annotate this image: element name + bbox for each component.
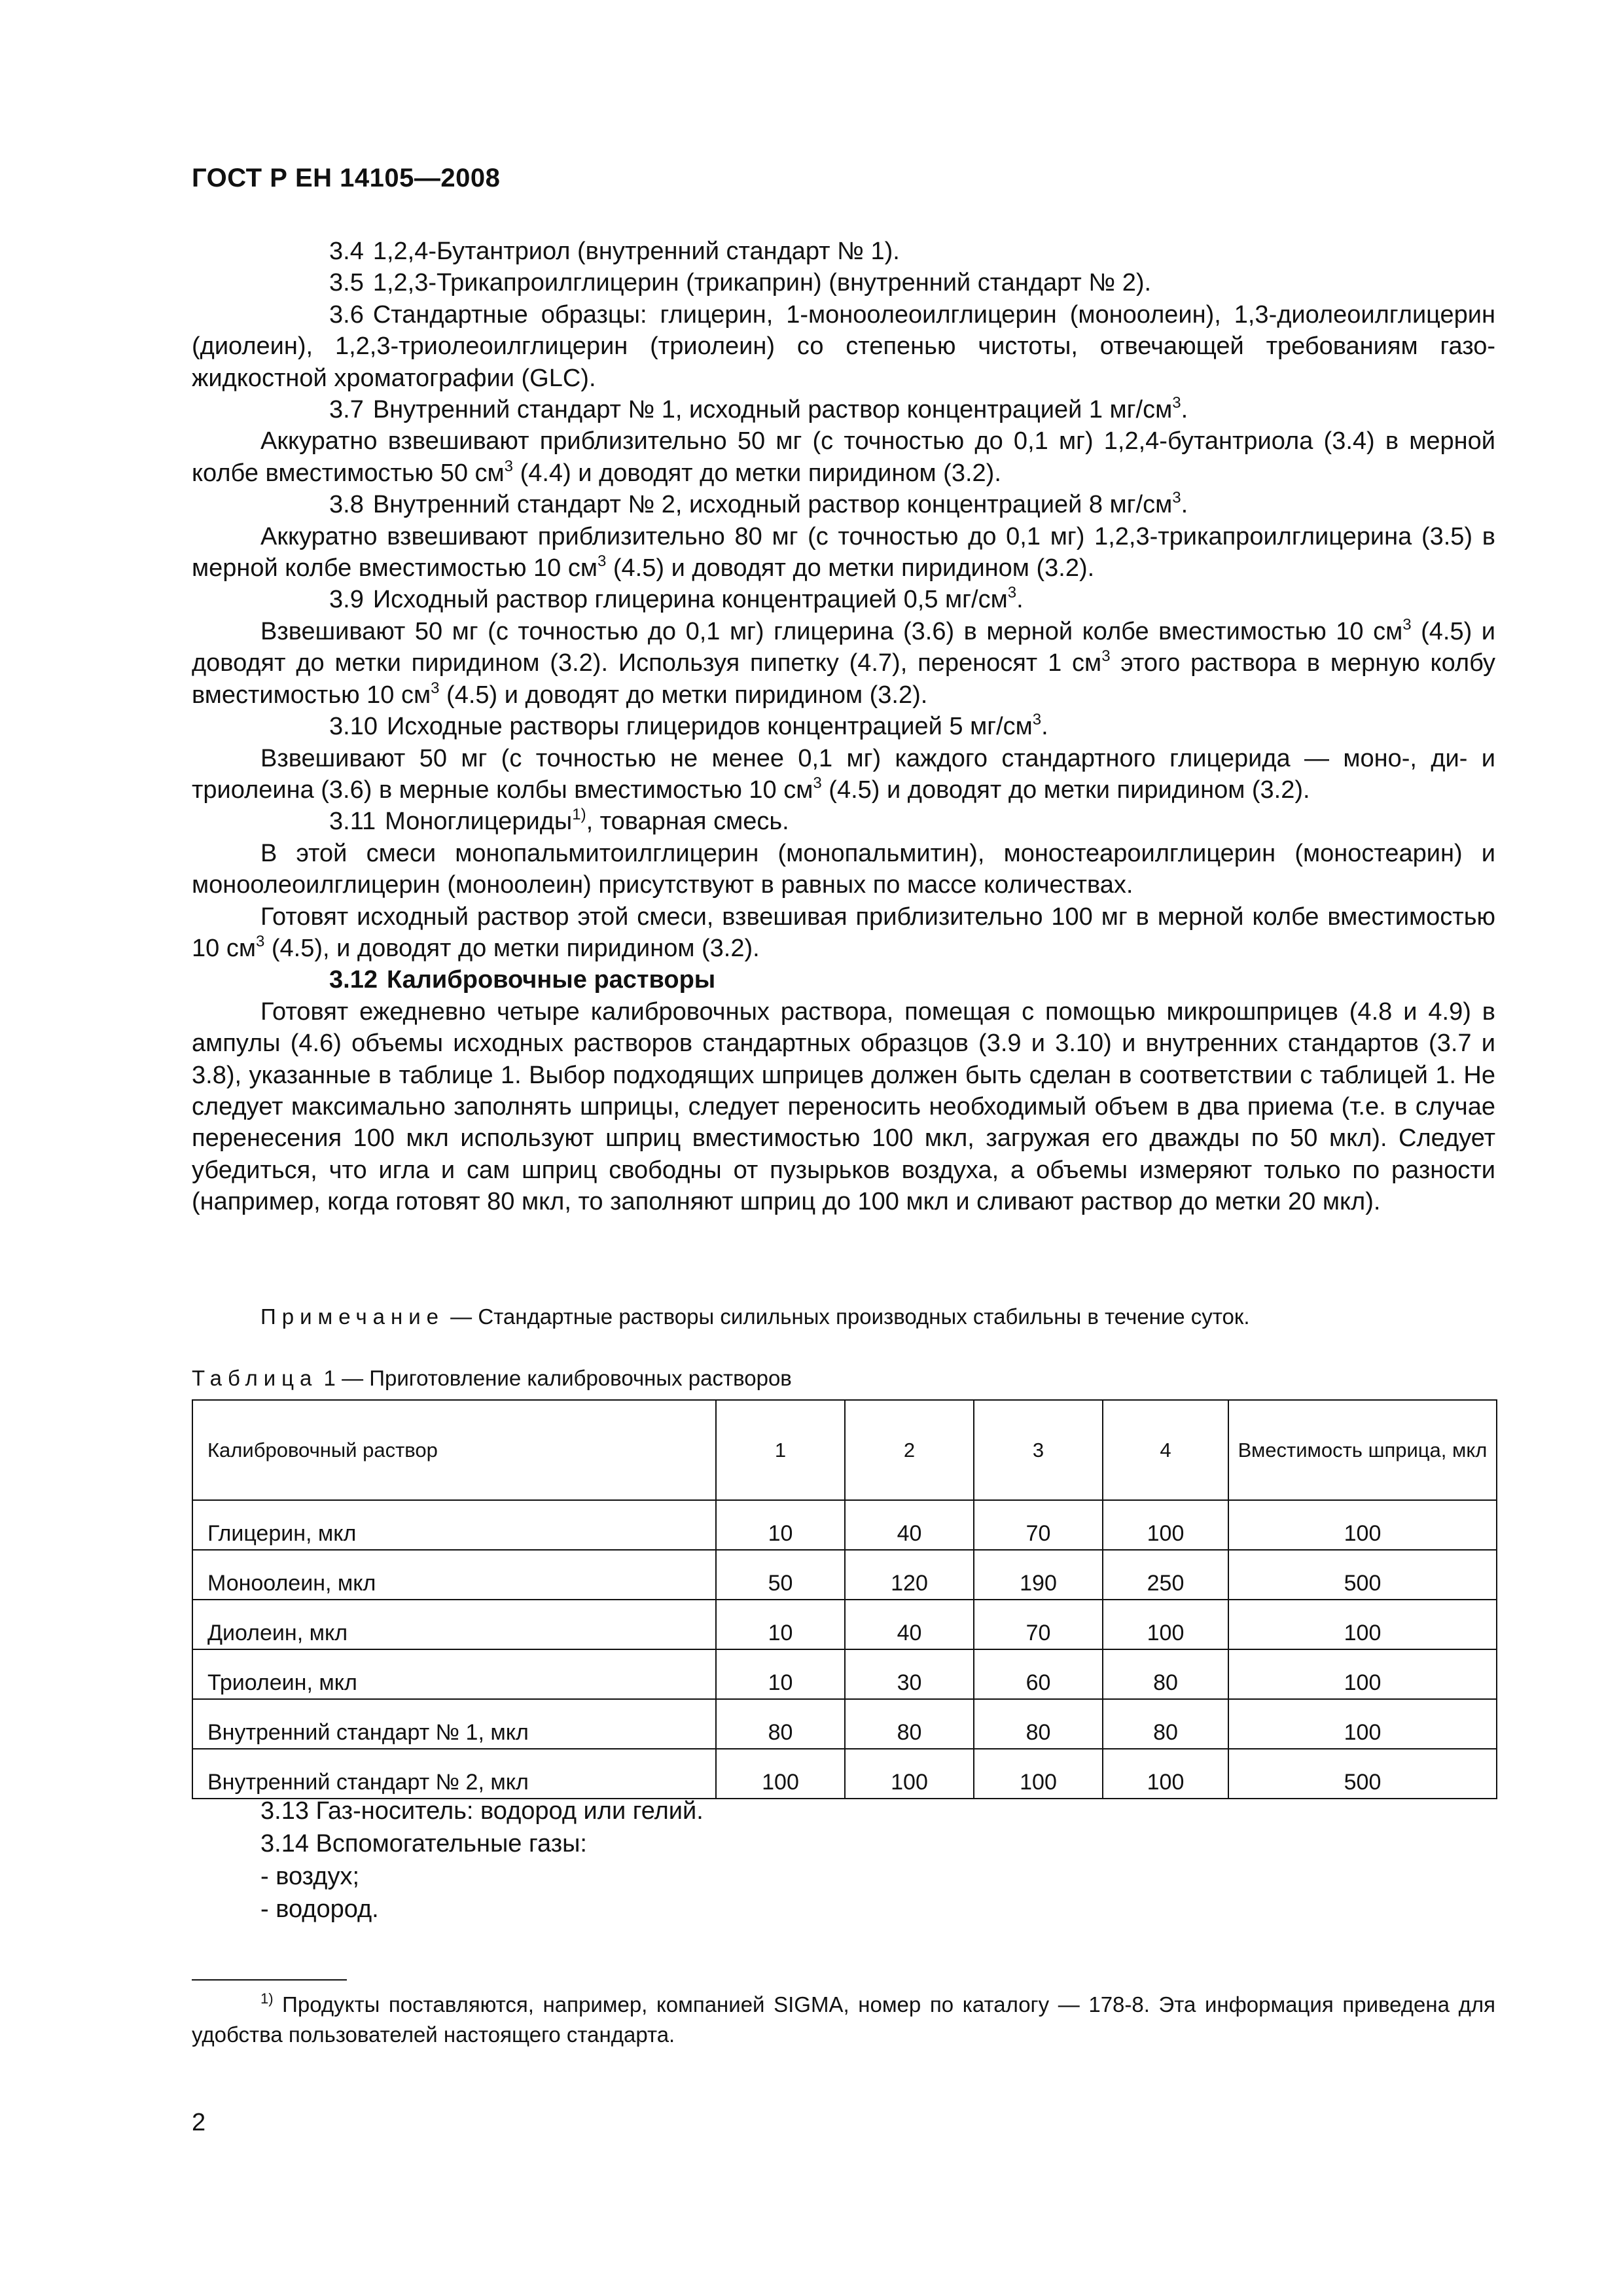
header-cell: 2 (845, 1400, 974, 1500)
table-row (192, 1550, 1497, 1600)
table-row (192, 1699, 1497, 1749)
header-cell: 4 (1103, 1400, 1228, 1500)
table-cell: 100 (1103, 1749, 1228, 1799)
table-cell: 10 (716, 1500, 845, 1550)
footnote (192, 1990, 1495, 2050)
footnote-mark: 1) (260, 1990, 274, 2007)
section-3-6: 3.6 Стандартные образцы: глицерин, 1-моноолеоилглицерин (моноолеин), 1,3-диолеоилглицерин (диолеин), 1,2,3-триолеоилглицерин (триолеин) со степенью чистоты, отвечающей требованиям газожидкостной хроматографии (GLC). (192, 300, 1495, 392)
table-cell: Глицерин, мкл (192, 1500, 716, 1550)
table-cell: 30 (845, 1649, 974, 1699)
footnote-text: Продукты поставляются, например, компанией SIGMA, номер по каталогу — 178-8. Эта информация приведена для удобства пользователей настоящего стандарта. (192, 1992, 1495, 2047)
table-row (192, 1500, 1497, 1550)
table-header-row (192, 1400, 1497, 1500)
table-row (192, 1600, 1497, 1649)
table-cell: 100 (1228, 1500, 1497, 1550)
header-cell: Калибровочный раствор (192, 1400, 716, 1500)
table-cell: 100 (1228, 1699, 1497, 1749)
table-cell: 10 (716, 1649, 845, 1699)
table-cell: 100 (1103, 1600, 1228, 1649)
note (260, 1302, 1504, 1331)
footnote-divider (192, 1979, 347, 1981)
table-cell: Внутренний стандарт № 2, мкл (192, 1749, 716, 1799)
table-cell: 70 (974, 1600, 1103, 1649)
section-3-4: 3.4 1,2,4-Бутантриол (внутренний стандарт № 1). (329, 238, 900, 265)
table-caption-label: Таблица (192, 1366, 318, 1390)
table-caption (192, 1364, 1435, 1393)
table-row (192, 1749, 1497, 1799)
section-3-10: 3.10 Исходные растворы глицеридов концентрацией 5 $мг/см^3$. (329, 711, 1048, 741)
table-cell: 100 (1228, 1600, 1497, 1649)
section-3-7: 3.7 Внутренний стандарт № 1, исходный раствор концентрацией 1 $мг/см^3$. (329, 394, 1188, 424)
table-cell: 80 (1103, 1699, 1228, 1749)
list-item: - водород. (260, 1895, 379, 1923)
table-cell: 10 (716, 1600, 845, 1649)
header-cell: 3 (974, 1400, 1103, 1500)
section-3-11: 3.11 Моноглицериды$^{1)}$, товарная смесь. (329, 806, 789, 836)
table-cell: Диолеин, мкл (192, 1600, 716, 1649)
list-item: - воздух; (260, 1863, 359, 1890)
section-3-14: 3.14 Вспомогательные газы: (260, 1830, 587, 1857)
table-cell: 60 (974, 1649, 1103, 1699)
paragraph-3-10: Взвешивают 50 мг (с точностью не менее 0,1 мг) каждого стандартного глицерида — моно-, ди- и триолеина (3.6) в мерные колбы вместимостью 10 $см^3$ (4.5) и доводят до метки пиридином (3.2). (192, 744, 1495, 804)
table-cell: 50 (716, 1550, 845, 1600)
table-cell: 100 (1103, 1500, 1228, 1550)
table-cell: Моноолеин, мкл (192, 1550, 716, 1600)
table-cell: 250 (1103, 1550, 1228, 1600)
table-cell: 70 (974, 1500, 1103, 1550)
paragraph-3-8: Аккуратно взвешивают приблизительно 80 мг (с точностью до 0,1 мг) 1,2,3-трикапроилглицерина (3.5) в мерной колбе вместимостью 10 $см^3$ (4.5) и доводят до метки пиридином (3.2). (192, 522, 1495, 583)
page-number: 2 (192, 2109, 206, 2136)
section-3-12-heading: 3.12 Калибровочные растворы (329, 966, 716, 994)
section-3-8: 3.8 Внутренний стандарт № 2, исходный раствор концентрацией 8 $мг/см^3$. (329, 489, 1188, 519)
table-caption-text: 1 — Приготовление калибровочных растворов (317, 1366, 792, 1390)
table-cell: 80 (974, 1699, 1103, 1749)
paragraph-3-11-b: Готовят исходный раствор этой смеси, взвешивая приблизительно 100 мг в мерной колбе вместимостью 10 $см^3$ (4.5), и доводят до метки пиридином (3.2). (192, 903, 1495, 962)
paragraph-3-11-a: В этой смеси монопальмитоилглицерин (монопальмитин), моностеароилглицерин (моностеарин) и моноолеоилглицерин (моноолеин) присутствуют в равных по массе количествах. (192, 839, 1495, 899)
document-code: ГОСТ Р ЕН 14105—2008 (192, 164, 501, 192)
main-text (192, 236, 1495, 1218)
table-cell: 190 (974, 1550, 1103, 1600)
section-3-9: 3.9 Исходный раствор глицерина концентрацией 0,5 $мг/см^3$. (329, 584, 1024, 614)
table-cell: Внутренний стандарт № 1, мкл (192, 1699, 716, 1749)
table-cell: 500 (1228, 1749, 1497, 1799)
note-label: Примечание (260, 1304, 445, 1329)
table-row (192, 1649, 1497, 1699)
calibration-table (192, 1399, 1497, 1799)
table-cell: 80 (716, 1699, 845, 1749)
header-cell: 1 (716, 1400, 845, 1500)
table-cell: 500 (1228, 1550, 1497, 1600)
table-cell: 100 (974, 1749, 1103, 1799)
section-3-13: 3.13 Газ-носитель: водород или гелий. (260, 1797, 704, 1825)
table-cell: 40 (845, 1600, 974, 1649)
table-cell: Триолеин, мкл (192, 1649, 716, 1699)
table-cell: 40 (845, 1500, 974, 1550)
sections-after-table (192, 1795, 1495, 1926)
table-cell: 80 (845, 1699, 974, 1749)
table-cell: 100 (845, 1749, 974, 1799)
header-cell: Вместимость шприца, мкл (1228, 1400, 1497, 1500)
note-text: — Стандартные растворы силильных производных стабильны в течение суток. (444, 1304, 1250, 1329)
table-cell: 80 (1103, 1649, 1228, 1699)
section-3-5: 3.5 1,2,3-Трикапроилглицерин (трикаприн) (внутренний стандарт № 2). (329, 269, 1152, 297)
paragraph-3-7: Аккуратно взвешивают приблизительно 50 мг (с точностью до 0,1 мг) 1,2,4-бутантриола (3.4) в мерной колбе вместимостью 50 $см^3$ (4.4) и доводят до метки пиридином (3.2). (192, 427, 1495, 487)
table-cell: 120 (845, 1550, 974, 1600)
paragraph-3-12: Готовят ежедневно четыре калибровочных раствора, помещая с помощью микрошприцев (4.8 и 4.9) в ампулы (4.6) объемы исходных растворов стандартных образцов (3.9 и 3.10) и внутренних стандартов (3.7 и 3.8), указанные в таблице 1. Выбор подходящих шприцев должен быть сделан в соответствии с таблицей 1. Не следует максимально заполнять шприцы, следует переносить необходимый объем в два приема (т.е. в случае перенесения 100 мкл используют шприц вместимостью 100 мкл, загружая его дважды по 50 мкл). Следует убедиться, что игла и сам шприц свободны от пузырьков воздуха, а объемы измеряют только по разности (например, когда готовят 80 мкл, то заполняют шприц до 100 мкл и сливают раствор до метки 20 мкл). (192, 997, 1495, 1216)
table-cell: 100 (716, 1749, 845, 1799)
table-cell: 100 (1228, 1649, 1497, 1699)
paragraph-3-9: Взвешивают 50 мг (с точностью до 0,1 мг) глицерина (3.6) в мерной колбе вместимостью 10 $см^3$ (4.5) и доводят до метки пиридином (3.2). Используя пипетку (4.7), переносят 1 $см^3$ этого раствора в мерную колбу вместимостью 10 $см^3$ (4.5) и доводят до метки пиридином (3.2). (192, 615, 1496, 709)
